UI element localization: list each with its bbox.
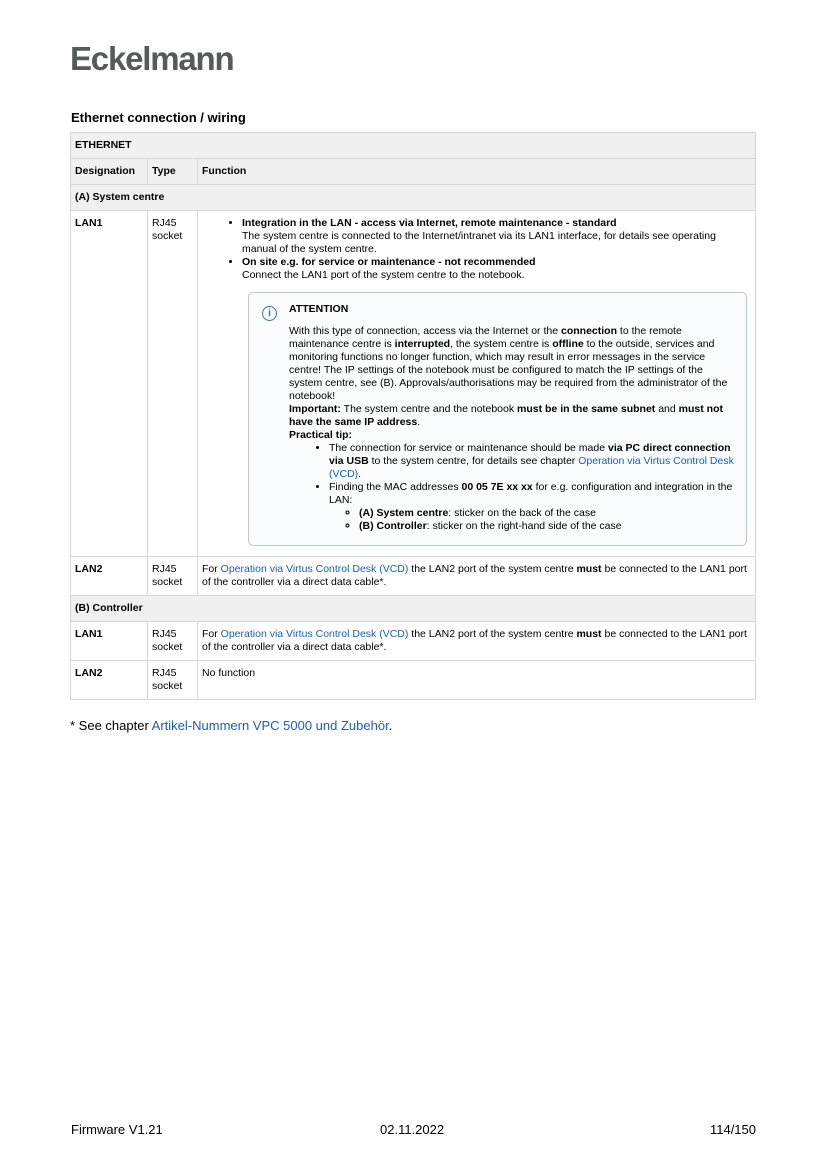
article-numbers-link[interactable]: Artikel-Nummern VPC 5000 und Zubehör: [151, 718, 389, 733]
function-cell: [198, 211, 756, 557]
practical-tip-label: Practical tip:: [289, 429, 353, 441]
attention-text: With this type of connection, access via the Internet or the connection to the remote maintenance centre is interrupted, the system centre is offline to the outside, services and monitoring functions no longer function, which may result in error messages in the service centre! The IP settings of the notebook must be configured to match the IP settings of the system centre, see (B). Approvals/authorisations may be required from the administrator of the notebook!: [289, 325, 728, 402]
bullet-title: On site e.g. for service or maintenance - not recommended: [242, 256, 536, 268]
connection-options-list: [202, 217, 751, 282]
ethernet-table: [70, 132, 756, 700]
table-title: ETHERNET: [71, 133, 756, 159]
list-item: [242, 217, 751, 256]
vcd-chapter-link[interactable]: Operation via Virtus Control Desk (VCD): [220, 628, 409, 640]
mac-sticker-list: [329, 507, 736, 533]
list-item: [242, 256, 751, 282]
table-row: [71, 661, 756, 700]
table-row: [71, 622, 756, 661]
eckelmann-logo: Eckelmann: [70, 40, 234, 77]
type-cell: RJ45 socket: [148, 557, 198, 596]
footer-date: 02.11.2022: [380, 1122, 445, 1137]
group-controller: (B) Controller: [71, 596, 756, 622]
attention-box: [248, 292, 747, 546]
bullet-text: Connect the LAN1 port of the system centre to the notebook.: [242, 269, 525, 281]
bullet-text: The system centre is connected to the Internet/intranet via its LAN1 interface, for details see operating manual of the system centre.: [242, 230, 716, 255]
function-cell: For Operation via Virtus Control Desk (VCD) the LAN2 port of the system centre must be connected to the LAN1 port of the controller via a direct data cable*.: [198, 557, 756, 596]
tip-list: [289, 442, 736, 533]
function-cell: No function: [198, 661, 756, 700]
bullet-title: Integration in the LAN - access via Internet, remote maintenance - standard: [242, 217, 617, 229]
vcd-chapter-link[interactable]: Operation via Virtus Control Desk (VCD): [329, 455, 734, 480]
designation-cell: LAN2: [71, 557, 148, 596]
info-icon: i: [262, 306, 277, 321]
list-item: • The connection for service or maintenance should be made via PC direct connection via USB to the system centre, for details see chapter Operation via Virtus Control Desk (VCD).: [329, 442, 736, 481]
vcd-chapter-link[interactable]: Operation via Virtus Control Desk (VCD): [220, 563, 409, 575]
section-title: Ethernet connection / wiring: [71, 110, 246, 125]
designation-cell: LAN1: [71, 211, 148, 557]
attention-title: ATTENTION: [289, 303, 349, 315]
col-header-designation: Designation: [71, 159, 148, 185]
footer-page-number: 114/150: [709, 1122, 756, 1137]
function-cell: For Operation via Virtus Control Desk (VCD) the LAN2 port of the system centre must be connected to the LAN1 port of the controller via a direct data cable*.: [198, 622, 756, 661]
type-cell: RJ45 socket: [148, 661, 198, 700]
table-row: [71, 211, 756, 557]
designation-cell: LAN1: [71, 622, 148, 661]
list-item: • Finding the MAC addresses 00 05 7E xx xx for e.g. configuration and integration in the LAN: ◦ (A) System centre: sticker on the back of the case ◦ (B) Controller: sticker on the right-hand side of the case: [329, 481, 736, 533]
type-cell: RJ45 socket: [148, 211, 198, 557]
list-item: ◦ (B) Controller: sticker on the right-hand side of the case: [359, 520, 736, 533]
footer-firmware: Firmware V1.21: [71, 1122, 163, 1137]
col-header-function: Function: [198, 159, 756, 185]
footnote: * See chapter Artikel-Nummern VPC 5000 und Zubehör.: [70, 718, 393, 733]
table-row: [71, 557, 756, 596]
col-header-type: Type: [148, 159, 198, 185]
type-cell: RJ45 socket: [148, 622, 198, 661]
group-system-centre: (A) System centre: [71, 185, 756, 211]
list-item: ◦ (A) System centre: sticker on the back of the case: [359, 507, 736, 520]
designation-cell: LAN2: [71, 661, 148, 700]
important-text: Important: The system centre and the notebook must be in the same subnet and must not have the same IP address.: [289, 403, 723, 428]
